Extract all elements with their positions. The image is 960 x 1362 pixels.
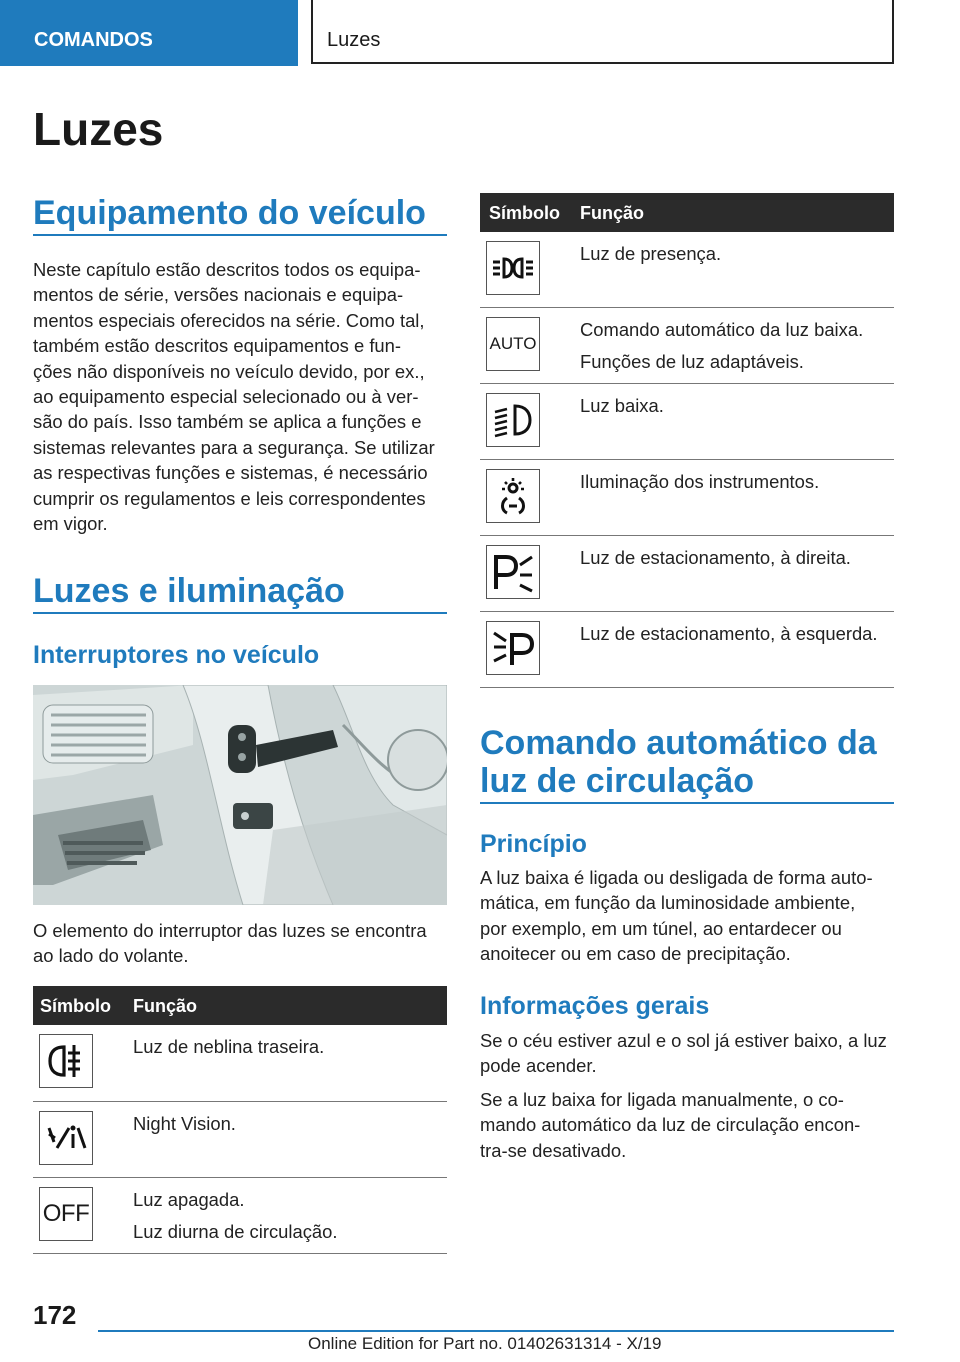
auto-icon — [486, 317, 540, 371]
table-row — [33, 1178, 447, 1254]
heading-informacoes-gerais: Informações gerais — [480, 992, 710, 1020]
heading-luzes-iluminacao: Luzes e iluminação — [33, 572, 345, 610]
function-text: Luz de estacionamento, à direita. — [580, 547, 851, 568]
off-icon — [39, 1187, 93, 1241]
function-text: Iluminação dos instrumentos. — [580, 471, 820, 492]
function-cell — [133, 1036, 324, 1058]
heading-rule — [33, 612, 447, 614]
function-cell — [580, 243, 721, 265]
function-cell — [133, 1113, 236, 1135]
text-line: sistemas relevantes para a segurança. Se utilizar — [33, 436, 435, 458]
table-row — [33, 1102, 447, 1178]
night-vision-icon — [39, 1111, 93, 1165]
function-text: Funções de luz adaptáveis. — [580, 351, 804, 372]
function-text: Luz de neblina traseira. — [133, 1036, 325, 1057]
text-line: mentos de série, versões nacionais e equipa- — [33, 284, 404, 306]
text-line: O elemento do interruptor das luzes se encontra — [33, 920, 427, 941]
text-line: as respectivas funções e sistemas, é necessário — [33, 462, 428, 484]
heading-equipamento: Equipamento do veículo — [33, 194, 426, 232]
table-row — [480, 308, 894, 384]
function-text: Night Vision. — [133, 1113, 236, 1134]
text-line: Neste capítulo estão descritos todos os equipa- — [33, 259, 421, 280]
parking-lights-icon — [486, 241, 540, 295]
text-line: tra-se desativado. — [480, 1139, 627, 1161]
text-line: também estão descritos equipamentos e fun- — [33, 335, 402, 357]
function-cell — [580, 547, 851, 569]
text-line: em vigor. — [33, 513, 108, 535]
table-header — [33, 986, 447, 1025]
text-line: são do país. Isso também se aplica a funções e — [33, 411, 422, 433]
instrument-lighting-icon — [486, 469, 540, 523]
function-text: Luz baixa. — [580, 395, 664, 416]
heading-line: Comando automático da — [480, 724, 877, 762]
function-cell — [580, 319, 863, 373]
page-title: Luzes — [33, 103, 164, 155]
table-row — [480, 460, 894, 536]
text-line: ao lado do volante. — [33, 945, 189, 967]
parking-light-right-icon — [486, 545, 540, 599]
table-row — [480, 232, 894, 308]
text-line: mentos especiais oferecidos na série. Como tal, — [33, 309, 425, 331]
rear-fog-light-icon — [39, 1034, 93, 1088]
footer-edition: Online Edition for Part no. 01402631314 - X/19 — [308, 1334, 662, 1353]
heading-interruptores: Interruptores no veículo — [33, 641, 320, 669]
heading-rule — [33, 234, 447, 236]
heading-rule — [480, 802, 894, 804]
heading-comando-automatico — [480, 724, 877, 800]
heading-principio: Princípio — [480, 830, 587, 858]
chapter-label: Luzes — [327, 29, 381, 51]
text-line: cumprir os regulamentos e leis correspondentes — [33, 487, 426, 509]
text-line: Se o céu estiver azul e o sol já estiver baixo, a luz — [480, 1030, 887, 1051]
function-cell — [580, 471, 819, 493]
function-text: Luz diurna de circulação. — [133, 1221, 338, 1242]
info-paragraph-1 — [480, 1028, 887, 1079]
dashboard-illustration — [33, 685, 447, 905]
text-line: mática, em função da luminosidade ambiente, — [480, 892, 856, 914]
text-line: mando automático da luz de circulação encon- — [480, 1114, 861, 1136]
table-header — [480, 193, 894, 232]
section-tab — [0, 0, 298, 66]
section-label: COMANDOS — [34, 29, 153, 51]
column-header-function: Função — [580, 203, 645, 223]
chapter-tab — [311, 0, 894, 64]
symbol-table-right — [480, 193, 894, 688]
function-text: Luz apagada. — [133, 1189, 245, 1210]
text-line: por exemplo, em um túnel, ao entardecer ou — [480, 917, 842, 939]
text-line: pode acender. — [480, 1055, 597, 1077]
column-header-symbol: Símbolo — [40, 996, 111, 1016]
parking-light-left-icon — [486, 621, 540, 675]
table-row — [480, 536, 894, 612]
photo-caption — [33, 918, 427, 969]
principio-paragraph — [480, 865, 873, 967]
low-beam-icon — [486, 393, 540, 447]
text-line: Se a luz baixa for ligada manualmente, o co- — [480, 1089, 844, 1110]
table-row — [480, 384, 894, 460]
function-cell — [580, 623, 878, 645]
column-header-function: Função — [133, 996, 198, 1016]
table-row — [33, 1025, 447, 1102]
function-text: Luz de presença. — [580, 243, 722, 264]
text-line: A luz baixa é ligada ou desligada de forma auto- — [480, 867, 873, 888]
info-paragraph-2 — [480, 1087, 860, 1163]
footer-rule — [98, 1330, 894, 1332]
symbol-table-left — [33, 986, 447, 1254]
column-header-symbol: Símbolo — [489, 203, 560, 223]
function-cell — [133, 1189, 337, 1243]
text-line: ções não disponíveis no veículo devido, por ex., — [33, 360, 425, 382]
heading-line: luz de circulação — [480, 762, 754, 800]
page-number: 172 — [33, 1300, 77, 1330]
function-cell — [580, 395, 664, 417]
function-text: Comando automático da luz baixa. — [580, 319, 864, 340]
auto-icon-text: AUTO — [489, 334, 537, 353]
off-icon-text: OFF — [42, 1200, 90, 1227]
equipamento-paragraph — [33, 257, 435, 536]
text-line: anoitecer ou em caso de precipitação. — [480, 943, 791, 965]
function-text: Luz de estacionamento, à esquerda. — [580, 623, 878, 644]
table-row — [480, 612, 894, 688]
light-switch-photo — [33, 685, 447, 905]
text-line: ao equipamento especial selecionado ou à ver- — [33, 386, 419, 408]
